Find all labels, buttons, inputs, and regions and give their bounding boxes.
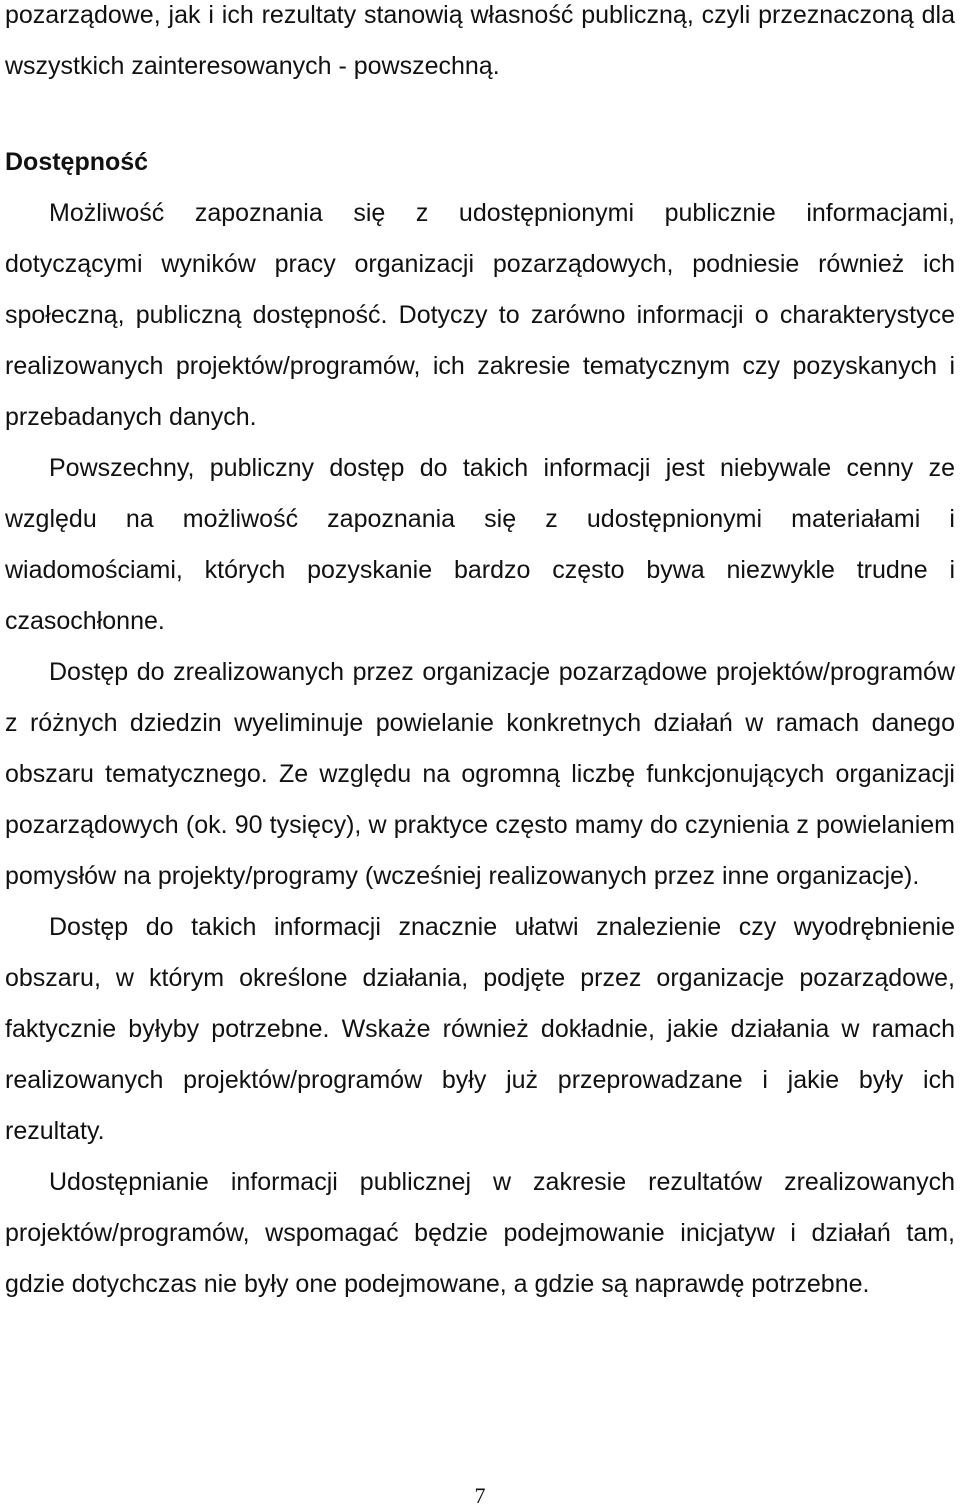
intro-paragraph bbox=[5, 0, 955, 92]
section-heading: Dostępność bbox=[5, 148, 149, 176]
section-availability bbox=[5, 137, 955, 1310]
page-number: 7 bbox=[474, 1483, 486, 1508]
intro-text: pozarządowe, jak i ich rezultaty stanowią własność publiczną, czyli przeznaczoną dla wszystkich zainteresowanych - powszechną. bbox=[5, 1, 955, 80]
paragraph-1: Możliwość zapoznania się z udostępnionymi publicznie informacjami, dotyczącymi wyników pracy organizacji pozarządowych, podniesie również ich społeczną, publiczną dostępność. Dotyczy to zarówno informacji o charakterystyce realizowanych projektów/programów, ich zakresie tematycznym czy pozyskanych i przebadanych danych. bbox=[5, 199, 955, 431]
paragraph-3: Dostęp do zrealizowanych przez organizacje pozarządowe projektów/programów z różnych dziedzin wyeliminuje powielanie konkretnych działań w ramach danego obszaru tematycznego. Ze względu na ogromną liczbę funkcjonujących organizacji pozarządowych (ok. 90 tysięcy), w praktyce często mamy do czynienia z powielaniem pomysłów na projekty/programy (wcześniej realizowanych przez inne organizacje). bbox=[5, 658, 955, 890]
paragraph-2: Powszechny, publiczny dostęp do takich informacji jest niebywale cenny ze względu na możliwość zapoznania się z udostępnionymi materiałami i wiadomościami, których pozyskanie bardzo często bywa niezwykle trudne i czasochłonne. bbox=[5, 454, 955, 635]
paragraph-4: Dostęp do takich informacji znacznie ułatwi znalezienie czy wyodrębnienie obszaru, w którym określone działania, podjęte przez organizacje pozarządowe, faktycznie byłyby potrzebne. Wskaże również dokładnie, jakie działania w ramach realizowanych projektów/programów były już przeprowadzane i jakie były ich rezultaty. bbox=[5, 913, 955, 1145]
paragraph-5: Udostępnianie informacji publicznej w zakresie rezultatów zrealizowanych projektów/programów, wspomagać będzie podejmowanie inicjatyw i działań tam, gdzie dotychczas nie były one podejmowane, a gdzie są naprawdę potrzebne. bbox=[5, 1168, 955, 1298]
